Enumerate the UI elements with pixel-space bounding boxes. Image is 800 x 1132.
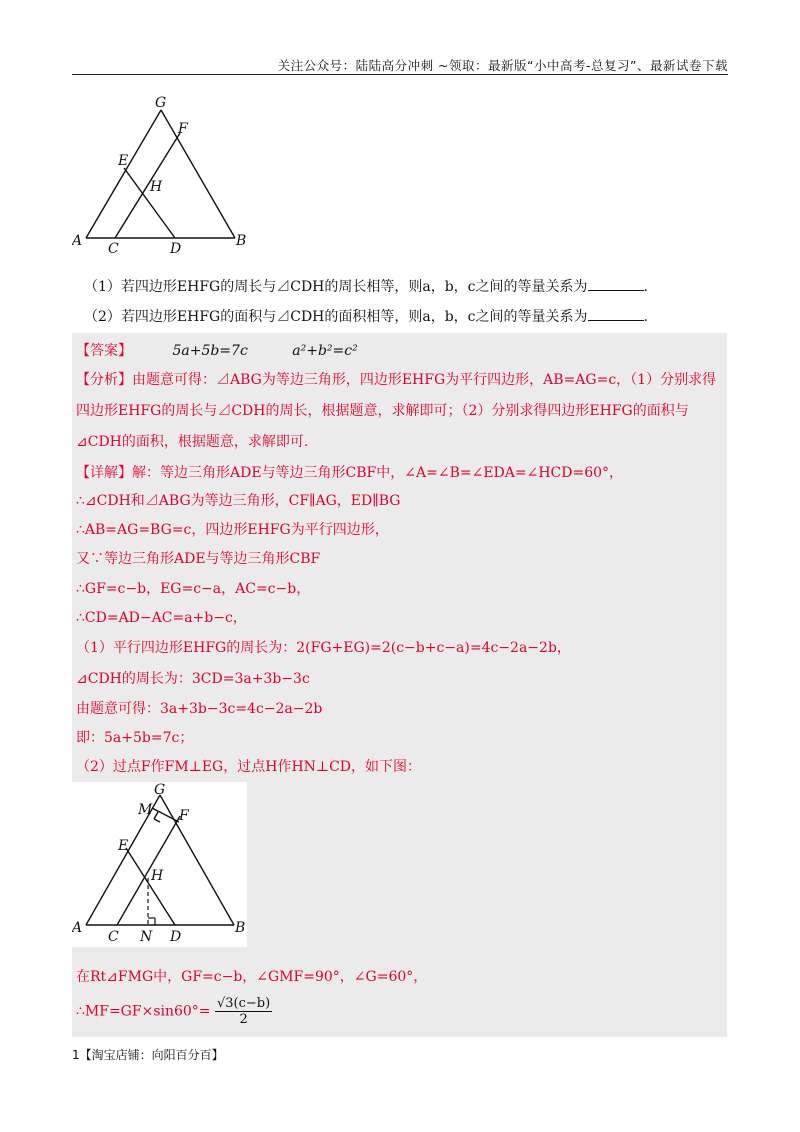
triangle-figure-1 [72,95,262,260]
label2-B: B [235,920,246,936]
fraction-numerator: √3(c−b) [217,996,271,1011]
label-H: H [150,179,163,195]
label-A: A [72,233,83,249]
question-1: （1）若四边形EHFG的周长与⊿CDH的周长相等，则a，b，c之间的等量关系为 . [84,279,648,295]
label-D: D [170,241,182,257]
detail-line-1: 【详解】解：等边三角形ADE与等边三角形CBF中，∠A=∠B=∠EDA=∠HCD=60°， [76,465,624,481]
detail-13-prefix: ∴MF=GF×sin60°= [76,1003,211,1020]
detail-line-4: 又∵等边三角形ADE与等边三角形CBF [76,551,321,567]
triangle-figure-2 [72,782,247,947]
answer-1: 5a+5b=7c [172,343,248,359]
detail-line-9: 由题意可得：3a+3b−3c=4c−2a−2b [76,701,323,717]
analysis-line-2: 四边形EHFG的周长与⊿CDH的周长，根据题意，求解即可；（2）分别求得四边形EHFG的面积与 [76,403,689,419]
detail-line-11: （2）过点F作FM⊥EG，过点H作HN⊥CD，如下图： [76,759,422,775]
footer-text: 1【淘宝店铺：向阳百分百】 [72,1048,224,1062]
label2-G: G [154,782,166,798]
label2-C: C [108,929,119,945]
detail-line-12: 在Rt⊿FMG中，GF=c−b，∠GMF=90°，∠G=60°， [76,969,428,985]
page-footer [72,1046,224,1063]
label2-F: F [179,808,189,824]
label2-D: D [170,929,182,945]
label-F: F [178,121,188,137]
detail-line-3: ∴AB=AG=BG=c，四边形EHFG为平行四边形， [76,522,389,538]
analysis-line-1: 【分析】由题意可得：⊿ABG为等边三角形，四边形EHFG为平行四边形，AB=AG=c，（1）分别求得 [76,372,717,388]
label2-N: N [140,929,153,945]
answer-blank-2 [588,308,644,321]
label-E: E [118,153,129,169]
analysis-line-3: ⊿CDH的面积，根据题意，求解即可. [76,434,309,450]
label-B: B [236,233,247,249]
question-2: （2）若四边形EHFG的面积与⊿CDH的面积相等，则a，b，c之间的等量关系为 . [84,309,648,325]
detail-line-8: ⊿CDH的周长为：3CD=3a+3b−3c [76,671,310,687]
answer-line [76,340,358,360]
page-header [72,56,728,75]
label-C: C [108,241,119,257]
answer-blank-1 [588,278,644,291]
label2-E: E [118,838,129,854]
label2-M: M [138,802,153,818]
header-text: 关注公众号：陆陆高分冲刺 ~领取：最新版“小中高考-总复习”、最新试卷下载 [277,58,728,73]
detail-line-2: ∴⊿CDH和⊿ABG为等边三角形，CF∥AG，ED∥BG [76,493,401,509]
label2-H: H [151,868,164,884]
label2-A: A [72,920,83,936]
detail-line-7: （1）平行四边形EHFG的周长为：2(FG+EG)=2(c−b+c−a)=4c−2a−2b， [76,640,571,656]
detail-line-10: 即：5a+5b=7c； [76,730,194,746]
detail-line-6: ∴CD=AD−AC=a+b−c， [76,610,247,626]
detail-line-5: ∴GF=c−b，EG=c−a，AC=c−b， [76,581,311,597]
detail-line-13 [76,996,272,1027]
answer-tag: 【答案】 [76,343,132,359]
fraction-denominator: 2 [239,1012,248,1027]
fraction [215,996,272,1027]
answer-2: a²+b²=c² [292,343,358,359]
label-G: G [155,95,167,111]
